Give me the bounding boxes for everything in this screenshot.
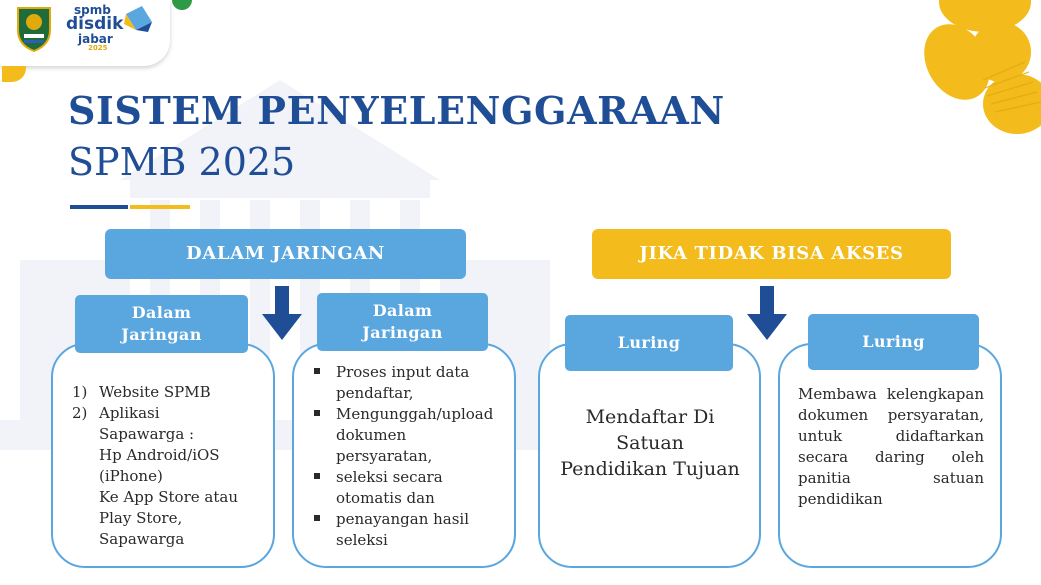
label-line-1: Dalam	[372, 301, 433, 320]
offline-panel-1-text: Mendaftar Di Satuan Pendidikan Tujuan	[560, 406, 740, 480]
list-text: Hp Android/iOS	[99, 446, 220, 464]
list-item: penayangan hasil seleksi	[313, 509, 503, 551]
offline-section-header: JIKA TIDAK BISA AKSES	[592, 229, 951, 279]
spmb-brand-mark-icon	[122, 4, 156, 34]
brand-line-2: disdik	[66, 14, 124, 34]
online-panel-1-label	[75, 295, 248, 353]
flower-decoration-icon	[905, 0, 1041, 136]
online-section-header: DALAM JARINGAN	[105, 229, 466, 279]
offline-panel-2-label: Luring	[808, 314, 979, 370]
logo-card	[0, 0, 170, 66]
list-text: Website SPMB	[99, 383, 211, 401]
offline-panel-1-label: Luring	[565, 315, 733, 371]
label-line-2: Jaringan	[121, 325, 202, 344]
list-text: Play Store,	[99, 509, 183, 527]
list-text: Ke App Store atau	[99, 488, 238, 506]
list-item: seleksi secara otomatis dan	[313, 467, 503, 509]
title-underline-yellow	[130, 205, 190, 209]
list-number: 1)	[72, 383, 88, 401]
list-item	[72, 382, 272, 403]
online-process-list	[313, 362, 503, 551]
online-panel-2-label	[317, 293, 488, 351]
down-arrow-icon	[747, 286, 787, 342]
label-line-1: Dalam	[131, 303, 192, 322]
list-text: Sapawarga	[99, 530, 185, 548]
down-arrow-icon	[262, 286, 302, 342]
list-number: 2)	[72, 404, 88, 422]
page-title: SISTEM PENYELENGGARAAN	[68, 88, 725, 133]
brand-line-1: spmb	[74, 3, 111, 17]
offline-panel-2-text: Membawa kelengkapan dokumen persyaratan, untuk didaftarkan secara daring oleh panitia satuan pendidikan	[798, 385, 984, 508]
page-subtitle: SPMB 2025	[68, 140, 296, 184]
list-item: Proses input data pendaftar,	[313, 362, 503, 404]
green-corner-accent	[172, 0, 192, 10]
brand-line-3: jabar	[78, 32, 113, 46]
title-underline	[70, 205, 190, 209]
brand-year: 2025	[88, 44, 108, 52]
title-underline-blue	[70, 205, 128, 209]
list-text: (iPhone)	[99, 467, 163, 485]
west-java-seal-icon	[14, 4, 54, 52]
online-access-list	[72, 382, 272, 550]
list-item	[72, 403, 272, 550]
label-line-2: Jaringan	[362, 323, 443, 342]
list-item: Mengunggah/upload dokumen persyaratan,	[313, 404, 503, 467]
list-text: Aplikasi	[99, 404, 160, 422]
brand-wordmark	[66, 4, 123, 52]
list-text: Sapawarga :	[99, 425, 195, 443]
